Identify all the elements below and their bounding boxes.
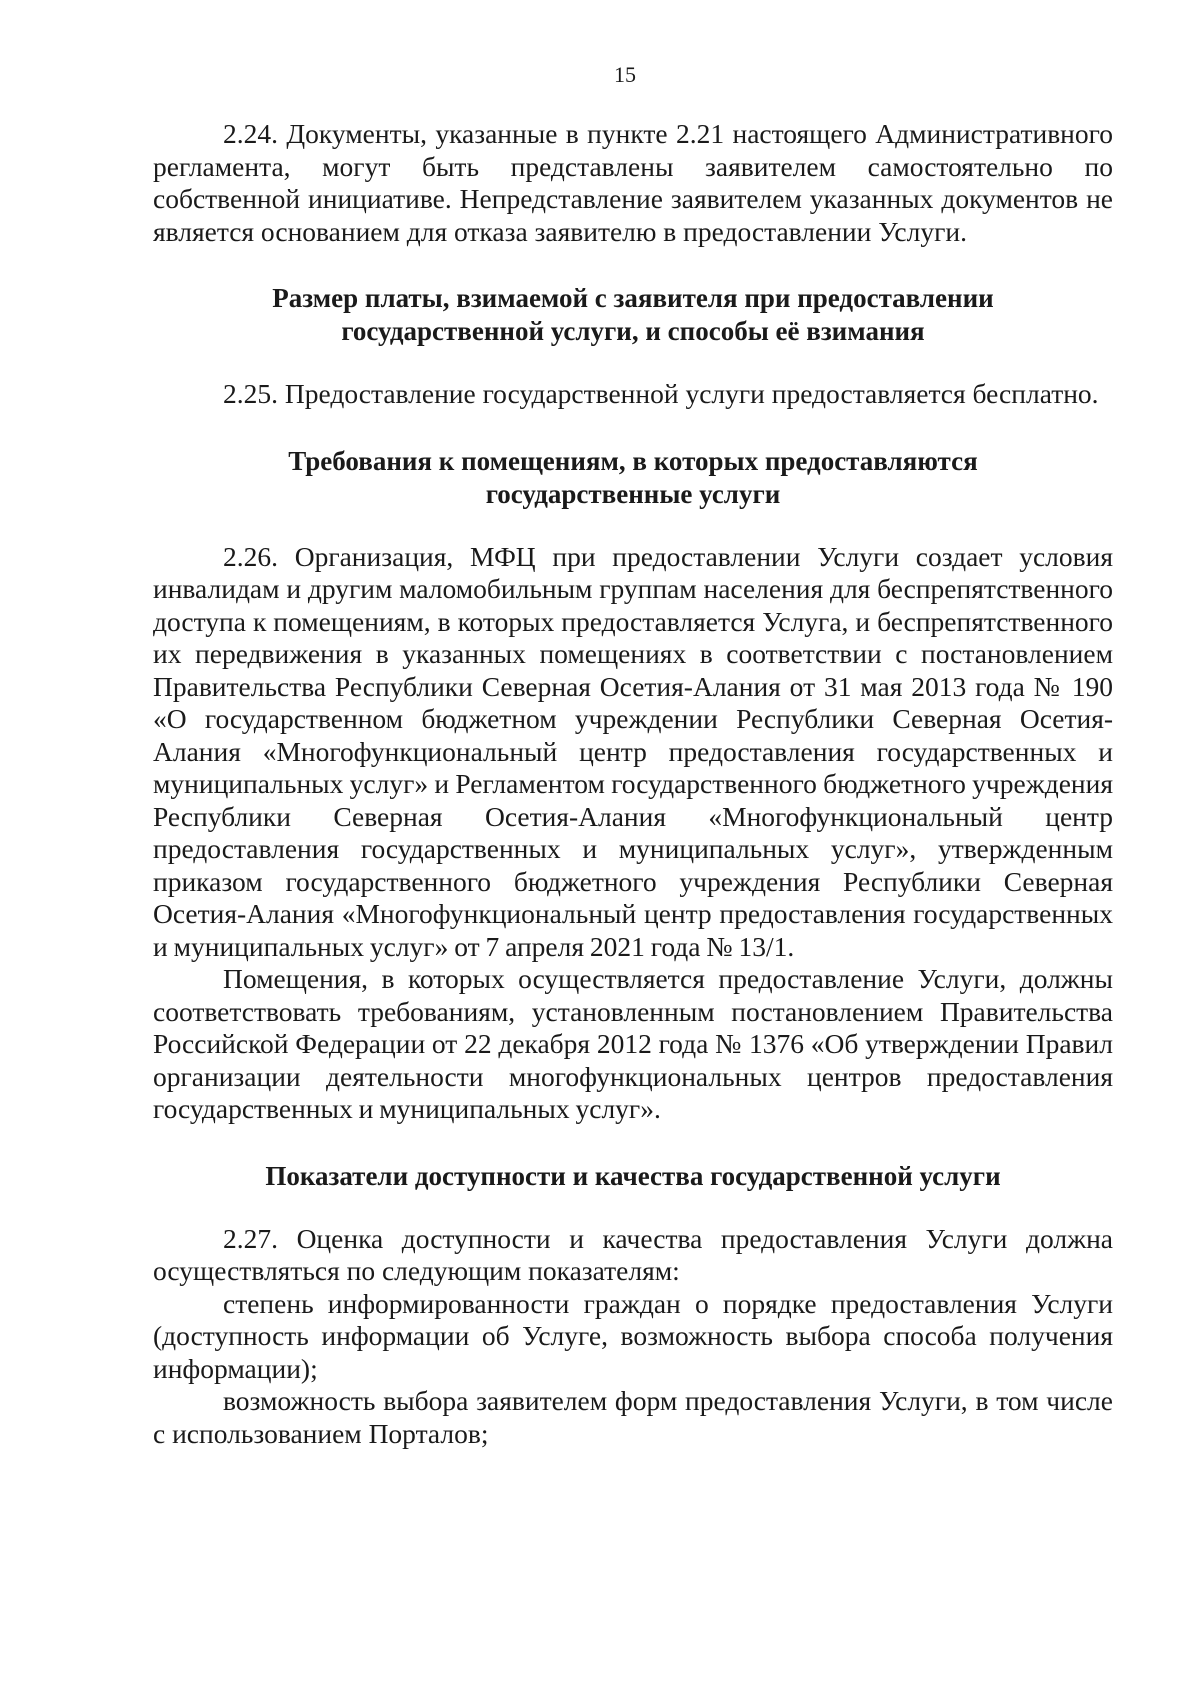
page-number: 15 <box>614 62 636 87</box>
paragraph-premises-requirements: Помещения, в которых осуществляется предоставление Услуги, должны соответствовать требованиям, установленным постановлением Правительства Российской Федерации от 22 декабря 2012 года № 1376 «Об утверждении Правил организации деятельности многофункциональных центров предоставления государственных и муниципальных услуг». <box>153 963 1113 1124</box>
paragraph-2-27: 2.27. Оценка доступности и качества предоставления Услуги должна осуществляться по следующим показателям: <box>153 1222 1113 1286</box>
paragraph-indicator-2: возможность выбора заявителем форм предоставления Услуги, в том числе с использованием Порталов; <box>153 1385 1113 1449</box>
paragraph-indicator-1: степень информированности граждан о порядке предоставления Услуги (доступность информации об Услуге, возможность выбора способа получения информации); <box>153 1287 1113 1384</box>
heading-premises-line-2: государственные услуги <box>485 478 781 509</box>
heading-fee <box>153 282 1113 348</box>
heading-premises-line-1: Требования к помещениям, в которых предоставляются <box>288 445 978 476</box>
document-body <box>153 118 1113 1450</box>
paragraph-2-26: 2.26. Организация, МФЦ при предоставлении Услуги создает условия инвалидам и другим маломобильным группам населения для беспрепятственного доступа к помещениям, в которых предоставляется Услуга, и беспрепятственного их передвижения в указанных помещениях в соответствии с постановлением Правительства Республики Северная Осетия-Алания от 31 мая 2013 года № 190 «О государственном бюджетном учреждении Республики Северная Осетия-Алания «Многофункциональный центр предоставления государственных и муниципальных услуг» и Регламентом государственного бюджетного учреждения Республики Северная Осетия-Алания «Многофункциональный центр предоставления государственных и муниципальных услуг», утвержденным приказом государственного бюджетного учреждения Республики Северная Осетия-Алания «Многофункциональный центр предоставления государственных и муниципальных услуг» от 7 апреля 2021 года № 13/1. <box>153 540 1113 962</box>
heading-indicators: Показатели доступности и качества государственной услуги <box>265 1160 1001 1191</box>
heading-fee-line-2: государственной услуги, и способы её взимания <box>341 316 925 346</box>
heading-premises <box>153 445 1113 511</box>
paragraph-2-24: 2.24. Документы, указанные в пункте 2.21 настоящего Административного регламента, могут быть представлены заявителем самостоятельно по собственной инициативе. Непредставление заявителем указанных документов не является основанием для отказа заявителю в предоставлении Услуги. <box>153 118 1113 247</box>
heading-fee-line-1: Размер платы, взимаемой с заявителя при предоставлении <box>272 283 994 313</box>
paragraph-2-25: 2.25. Предоставление государственной услуги предоставляется бесплатно. <box>223 378 1099 409</box>
